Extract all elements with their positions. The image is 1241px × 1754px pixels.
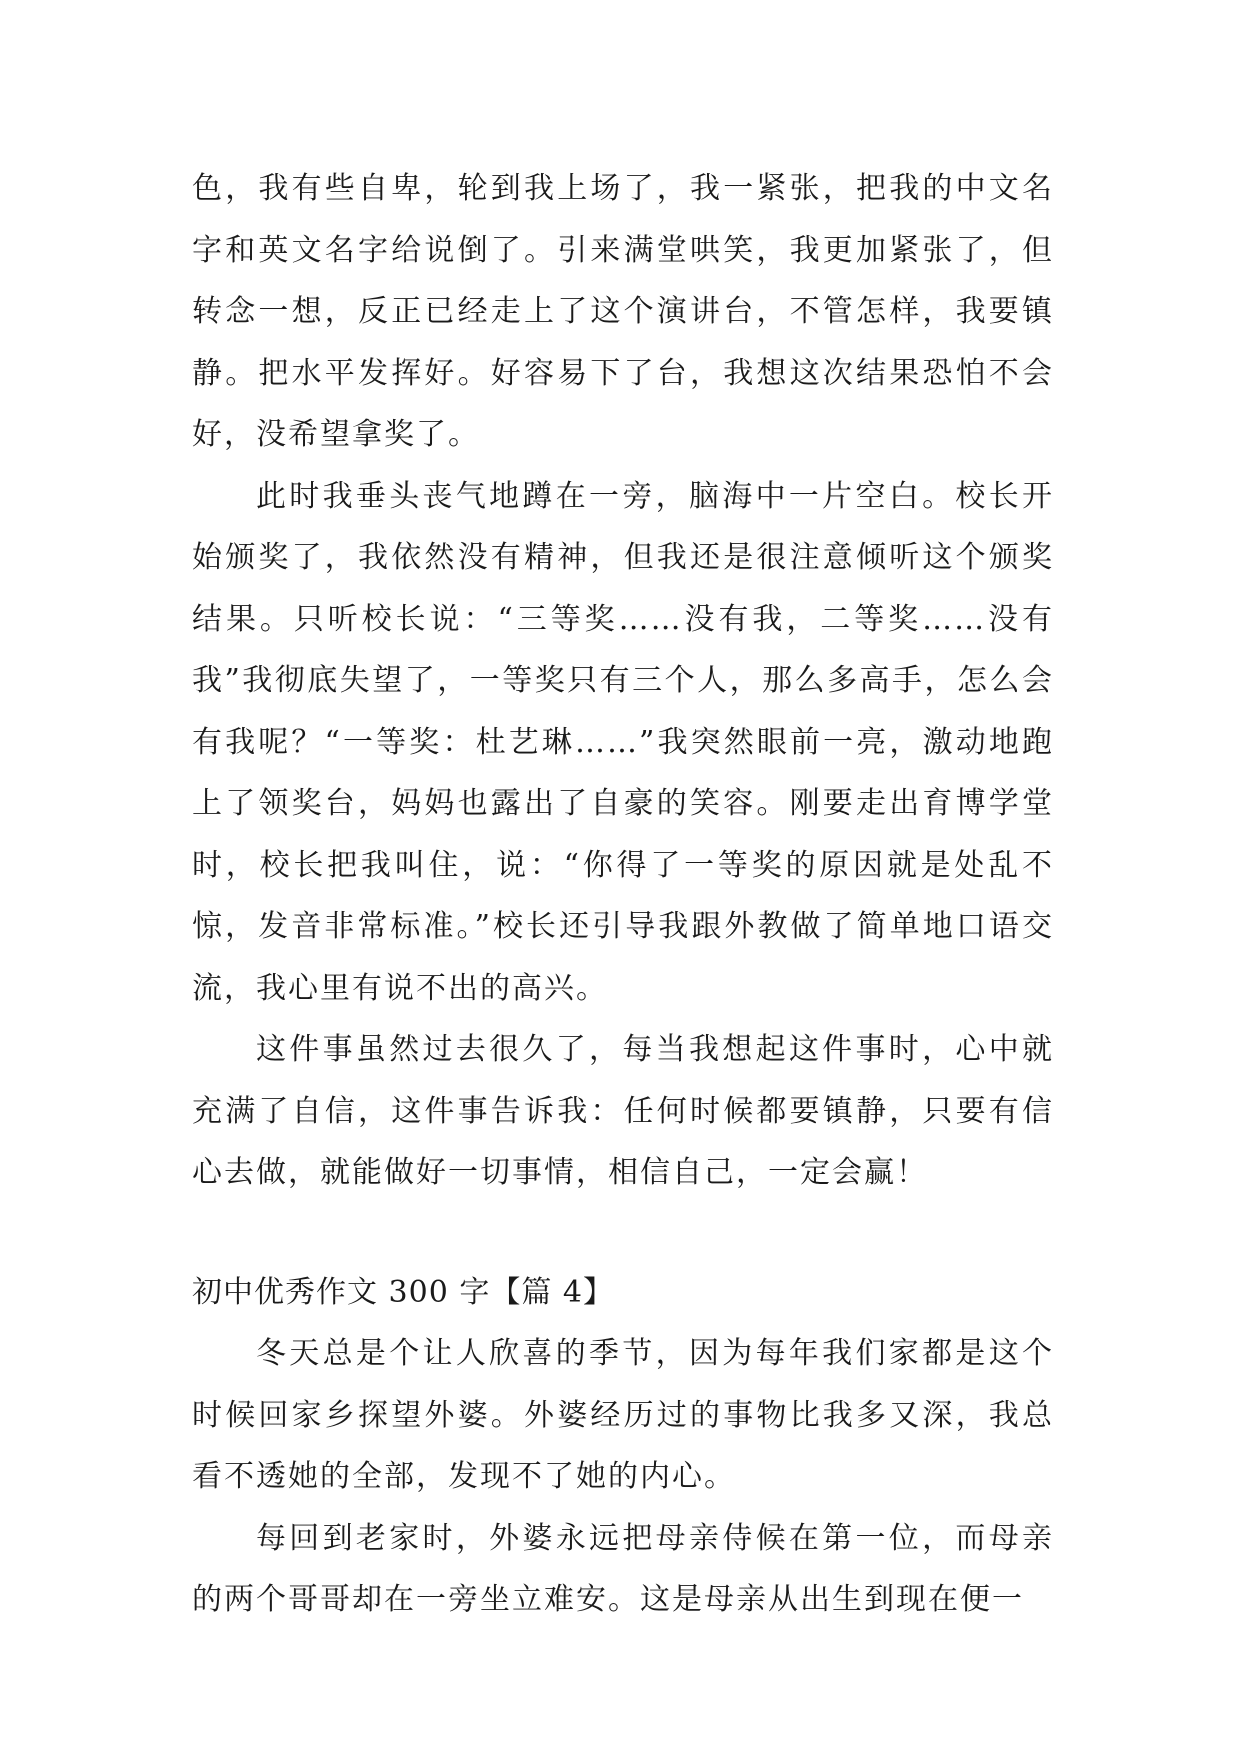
paragraph-2: 此时我垂头丧气地蹲在一旁，脑海中一片空白。校长开始颁奖了，我依然没有精神，但我还是很注意倾听这个颁奖结果。只听校长说：“三等奖……没有我，二等奖……没有我”我彻底失望了，一等奖只有三个人，那么多高手，怎么会有我呢？“一等奖：杜艺琳……”我突然眼前一亮，激动地跑上了领奖台，妈妈也露出了自豪的笑容。刚要走出育博学堂时，校长把我叫住，说：“你得了一等奖的原因就是处乱不惊，发音非常标准。”校长还引导我跟外教做了简单地口语交流，我心里有说不出的高兴。 xyxy=(192,478,1054,1006)
paragraph-4: 冬天总是个让人欣喜的季节，因为每年我们家都是这个时候回家乡探望外婆。外婆经历过的事物比我多又深，我总看不透她的全部，发现不了她的内心。 xyxy=(192,1336,1054,1494)
paragraph-5: 每回到老家时，外婆永远把母亲侍候在第一位，而母亲的两个哥哥却在一旁坐立难安。这是母亲从出生到现在便一 xyxy=(192,1520,1054,1617)
document-body xyxy=(192,158,1054,1631)
section-title: 初中优秀作文 300 字【篇 4】 xyxy=(192,1274,614,1310)
paragraph-3: 这件事虽然过去很久了，每当我想起这件事时，心中就充满了自信，这件事告诉我：任何时候都要镇静，只要有信心去做，就能做好一切事情，相信自己，一定会赢！ xyxy=(192,1032,1054,1190)
paragraph-1: 色，我有些自卑，轮到我上场了，我一紧张，把我的中文名字和英文名字给说倒了。引来满堂哄笑，我更加紧张了，但转念一想，反正已经走上了这个演讲台，不管怎样，我要镇静。把水平发挥好。好容易下了台，我想这次结果恐怕不会好，没希望拿奖了。 xyxy=(192,171,1054,452)
